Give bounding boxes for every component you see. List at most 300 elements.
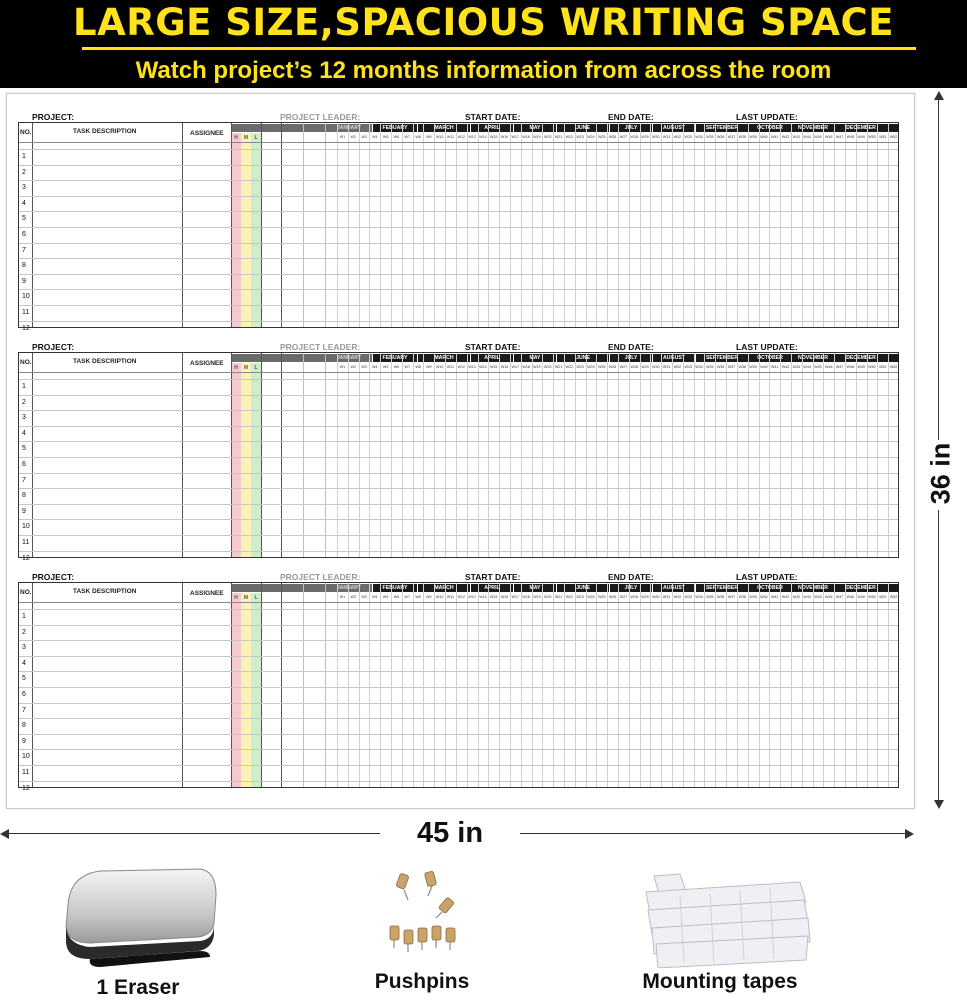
week-divider: [413, 123, 414, 327]
week-label: W30: [652, 135, 660, 139]
week-divider: [434, 583, 435, 787]
week-label: W12: [457, 595, 465, 599]
week-divider: [564, 583, 565, 787]
column-divider: [32, 353, 33, 557]
week-divider: [672, 583, 673, 787]
eraser-icon: [60, 865, 220, 970]
label-last-update: LAST UPDATE:: [736, 342, 798, 352]
priority-high-column: [231, 363, 241, 557]
row-number: 6: [22, 691, 26, 698]
column-divider: [325, 583, 326, 787]
month-label: SEPTEMBER: [695, 354, 748, 362]
week-divider: [337, 123, 338, 327]
week-label: W16: [500, 365, 509, 369]
row-divider: [19, 687, 898, 688]
week-label: W10: [435, 595, 444, 599]
column-divider: [182, 353, 183, 557]
week-divider: [748, 123, 749, 327]
column-divider: [325, 353, 326, 557]
week-label: W7: [404, 135, 410, 139]
promo-banner: [0, 0, 967, 88]
week-label: W48: [846, 135, 855, 139]
week-label: W17: [511, 135, 520, 139]
week-label: W22: [565, 135, 574, 139]
week-label: W43: [792, 595, 801, 599]
week-label: W5: [382, 135, 389, 139]
week-label: W45: [814, 595, 822, 599]
month-label: NOVEMBER: [791, 584, 834, 592]
week-label: W21: [554, 135, 563, 139]
priority-label: H: [234, 135, 238, 141]
week-label: W16: [500, 595, 509, 599]
row-divider: [19, 243, 898, 244]
week-label: W8: [415, 135, 421, 139]
week-divider: [640, 583, 641, 787]
row-divider: [19, 609, 898, 610]
row-number: 8: [22, 722, 26, 730]
row-number: 10: [22, 523, 30, 531]
week-divider: [856, 583, 857, 787]
week-divider: [661, 583, 662, 787]
week-label: W29: [641, 135, 649, 139]
week-divider: [445, 353, 446, 557]
week-label: W46: [825, 135, 833, 139]
week-label: W2: [350, 595, 356, 599]
week-divider: [564, 353, 565, 557]
row-number: 5: [22, 445, 26, 453]
week-divider: [791, 583, 792, 787]
week-label: W47: [835, 135, 844, 139]
week-divider: [434, 353, 435, 557]
week-label: W4: [372, 135, 378, 139]
week-label: W1: [339, 365, 346, 369]
month-label: FEBUARY: [372, 584, 417, 592]
week-divider: [596, 123, 597, 327]
month-label: DECEMBER: [834, 354, 887, 362]
week-divider: [564, 123, 565, 327]
week-label: W46: [825, 365, 833, 369]
row-divider: [19, 289, 898, 290]
week-label: W51: [879, 595, 887, 599]
week-label: W46: [825, 595, 833, 599]
week-label: W31: [662, 595, 671, 599]
week-divider: [715, 583, 716, 787]
week-label: W39: [749, 595, 757, 599]
week-divider: [683, 123, 684, 327]
week-divider: [478, 123, 479, 327]
week-label: W19: [533, 365, 541, 369]
week-label: W23: [576, 365, 584, 369]
week-divider: [575, 123, 576, 327]
week-divider: [845, 583, 846, 787]
week-divider: [596, 353, 597, 557]
label-start-date: START DATE:: [465, 572, 521, 582]
week-label: W33: [684, 365, 692, 369]
week-divider: [510, 123, 511, 327]
label-project-leader: PROJECT LEADER:: [280, 112, 361, 122]
project-panel: [18, 572, 900, 792]
week-label: W41: [771, 595, 779, 599]
row-number: 6: [22, 231, 26, 238]
row-divider: [19, 180, 898, 181]
month-label: DECEMBER: [834, 124, 887, 132]
header-no: NO.: [20, 589, 32, 596]
week-label: W30: [652, 595, 660, 599]
week-divider: [629, 583, 630, 787]
week-divider: [445, 123, 446, 327]
row-number: 9: [22, 507, 26, 515]
week-label: W15: [490, 595, 498, 599]
month-label: JULY: [609, 124, 652, 132]
week-label: W28: [630, 135, 638, 139]
project-panel: [18, 342, 900, 562]
week-label: W10: [435, 135, 444, 139]
week-divider: [391, 353, 392, 557]
row-number: 1: [22, 153, 26, 160]
week-divider: [607, 583, 608, 787]
row-divider: [19, 441, 898, 442]
week-divider: [369, 123, 370, 327]
week-label: W17: [511, 365, 520, 369]
row-number: 11: [22, 539, 30, 546]
week-label: W49: [857, 595, 865, 599]
week-divider: [650, 123, 651, 327]
banner-subtitle: Watch project’s 12 months information from across the room: [135, 57, 832, 84]
row-number: 1: [22, 613, 26, 620]
week-divider: [423, 353, 424, 557]
header-assignee: ASSIGNEE: [190, 130, 224, 137]
header-no: NO.: [20, 129, 32, 136]
week-label: W37: [727, 595, 736, 599]
week-label: W6: [393, 365, 400, 369]
week-label: W51: [879, 365, 887, 369]
week-divider: [402, 583, 403, 787]
week-divider: [456, 583, 457, 787]
week-divider: [348, 353, 349, 557]
week-label: W23: [576, 595, 584, 599]
header-january: JANUARY: [337, 585, 361, 591]
row-divider: [19, 165, 898, 166]
arrow-left-icon: [0, 829, 9, 839]
week-divider: [694, 123, 695, 327]
week-divider: [413, 353, 414, 557]
label-start-date: START DATE:: [465, 112, 521, 122]
week-divider: [456, 123, 457, 327]
month-label: FEBUARY: [372, 354, 417, 362]
week-label: W3: [361, 365, 367, 369]
week-divider: [726, 123, 727, 327]
week-divider: [683, 583, 684, 787]
week-divider: [488, 123, 489, 327]
week-label: W15: [490, 135, 498, 139]
month-label: JUNE: [556, 124, 609, 132]
week-label: W38: [738, 595, 746, 599]
week-label: W38: [738, 365, 746, 369]
week-divider: [380, 353, 381, 557]
arrow-up-icon: [934, 91, 944, 100]
week-label: W36: [716, 135, 725, 139]
row-divider: [19, 410, 898, 411]
priority-medium-column: [241, 133, 251, 327]
week-label: W31: [662, 365, 671, 369]
week-label: W52: [889, 595, 898, 599]
week-label: W33: [684, 135, 692, 139]
week-label: W49: [857, 365, 865, 369]
month-label: NOVEMBER: [791, 124, 834, 132]
priority-low-column: [251, 593, 261, 787]
week-divider: [618, 583, 619, 787]
week-label: W14: [479, 595, 487, 599]
priority-high-column: [231, 133, 241, 327]
week-divider: [845, 353, 846, 557]
week-label: W41: [771, 135, 779, 139]
week-divider: [423, 123, 424, 327]
row-number: 4: [22, 199, 26, 207]
priority-low-column: [251, 133, 261, 327]
week-label: W42: [781, 365, 790, 369]
row-divider: [19, 196, 898, 197]
gantt-grid: [18, 352, 899, 562]
week-divider: [607, 123, 608, 327]
priority-label: M: [243, 595, 249, 601]
column-divider: [231, 583, 232, 787]
week-divider: [413, 583, 414, 787]
week-divider: [867, 583, 868, 787]
row-number: 2: [22, 168, 26, 176]
week-label: W5: [382, 365, 389, 369]
week-label: W52: [889, 135, 898, 139]
week-divider: [596, 583, 597, 787]
month-label: APRIL: [470, 584, 513, 592]
priority-medium-column: [241, 363, 251, 557]
week-label: W13: [468, 595, 476, 599]
week-label: W48: [846, 365, 855, 369]
row-divider: [19, 781, 898, 782]
week-label: W23: [576, 135, 584, 139]
week-label: W14: [479, 135, 487, 139]
week-divider: [845, 123, 846, 327]
row-divider: [19, 426, 898, 427]
week-label: W50: [868, 595, 876, 599]
week-label: W12: [457, 365, 465, 369]
month-label: AUGUST: [652, 124, 695, 132]
mounting-tapes-icon: [640, 872, 820, 968]
month-header-bar: [372, 584, 899, 592]
week-divider: [402, 353, 403, 557]
month-label: NOVEMBER: [791, 354, 834, 362]
week-divider: [694, 353, 695, 557]
priority-label: M: [243, 365, 249, 371]
month-label: OCTOBER: [748, 124, 791, 132]
week-divider: [499, 583, 500, 787]
column-divider: [303, 583, 304, 787]
week-divider: [704, 583, 705, 787]
week-divider: [456, 353, 457, 557]
week-divider: [856, 123, 857, 327]
week-divider: [748, 353, 749, 557]
week-label: W5: [382, 595, 389, 599]
week-label: W14: [479, 365, 487, 369]
gantt-grid: [18, 582, 899, 792]
week-divider: [661, 353, 662, 557]
project-panel: [18, 112, 900, 332]
week-divider: [521, 353, 522, 557]
label-end-date: END DATE:: [608, 572, 654, 582]
week-divider: [802, 123, 803, 327]
week-label: W37: [727, 365, 736, 369]
row-divider: [19, 274, 898, 275]
week-divider: [737, 583, 738, 787]
week-divider: [834, 583, 835, 787]
column-divider: [281, 583, 282, 787]
week-label: W2: [350, 365, 356, 369]
week-label: W13: [468, 365, 476, 369]
week-label: W20: [544, 595, 552, 599]
priority-medium-column: [241, 593, 251, 787]
height-value: 36 in: [925, 442, 956, 505]
week-divider: [618, 123, 619, 327]
whiteboard-planner: [6, 93, 915, 809]
label-project: PROJECT:: [32, 572, 75, 582]
week-label: W25: [598, 365, 606, 369]
header-january: JANUARY: [337, 125, 361, 131]
row-number: 9: [22, 277, 26, 285]
week-label: W7: [404, 365, 410, 369]
priority-high-column: [231, 593, 241, 787]
week-label: W3: [361, 135, 367, 139]
week-divider: [348, 123, 349, 327]
week-divider: [359, 583, 360, 787]
week-label: W39: [749, 135, 757, 139]
week-divider: [867, 123, 868, 327]
week-divider: [672, 353, 673, 557]
week-label: W27: [619, 135, 628, 139]
header-divider: [19, 142, 898, 143]
week-label: W18: [522, 135, 530, 139]
priority-label: L: [254, 135, 258, 141]
week-divider: [780, 583, 781, 787]
label-end-date: END DATE:: [608, 342, 654, 352]
week-label: W2: [350, 135, 356, 139]
week-label: W32: [673, 595, 682, 599]
row-divider: [19, 473, 898, 474]
column-divider: [261, 353, 262, 557]
row-number: 10: [22, 753, 30, 761]
week-label: W21: [554, 595, 563, 599]
week-divider: [640, 353, 641, 557]
week-label: W9: [426, 135, 432, 139]
column-divider: [281, 123, 282, 327]
week-divider: [499, 123, 500, 327]
month-label: SEPTEMBER: [695, 584, 748, 592]
week-divider: [877, 583, 878, 787]
row-number: 8: [22, 492, 26, 500]
row-divider: [19, 640, 898, 641]
label-project-leader: PROJECT LEADER:: [280, 342, 361, 352]
week-label: W21: [554, 365, 563, 369]
week-divider: [888, 353, 889, 557]
week-divider: [888, 123, 889, 327]
week-divider: [337, 583, 338, 787]
week-label: W13: [468, 135, 476, 139]
week-divider: [380, 583, 381, 787]
row-number: 12: [22, 324, 30, 332]
month-label: SEPTEMBER: [695, 124, 748, 132]
week-label: W25: [598, 135, 606, 139]
week-label: W36: [716, 365, 725, 369]
column-divider: [261, 583, 262, 787]
header-task-description: TASK DESCRIPTION: [73, 358, 137, 365]
week-divider: [877, 353, 878, 557]
month-label: JULY: [609, 354, 652, 362]
week-label: W4: [372, 595, 378, 599]
week-label: W3: [361, 595, 367, 599]
week-label: W22: [565, 365, 574, 369]
week-divider: [813, 123, 814, 327]
week-label: W32: [673, 135, 682, 139]
week-label: W44: [803, 135, 811, 139]
week-label: W26: [608, 365, 617, 369]
row-divider: [19, 395, 898, 396]
week-label: W26: [608, 135, 617, 139]
label-end-date: END DATE:: [608, 112, 654, 122]
week-divider: [759, 353, 760, 557]
header-task-description: TASK DESCRIPTION: [73, 128, 137, 135]
row-divider: [19, 703, 898, 704]
banner-divider: [82, 47, 916, 50]
row-divider: [19, 656, 898, 657]
row-divider: [19, 457, 898, 458]
week-label: W45: [814, 365, 822, 369]
column-divider: [231, 353, 232, 557]
week-divider: [888, 583, 889, 787]
week-divider: [640, 123, 641, 327]
week-label: W36: [716, 595, 725, 599]
month-label: OCTOBER: [748, 584, 791, 592]
week-divider: [759, 123, 760, 327]
row-number: 5: [22, 675, 26, 683]
week-label: W1: [339, 135, 346, 139]
week-divider: [704, 123, 705, 327]
week-divider: [467, 583, 468, 787]
week-divider: [769, 353, 770, 557]
week-label: W44: [803, 365, 811, 369]
week-divider: [586, 353, 587, 557]
week-label: W52: [889, 365, 898, 369]
week-divider: [359, 123, 360, 327]
row-number: 12: [22, 554, 30, 562]
week-label: W20: [544, 135, 552, 139]
week-divider: [586, 583, 587, 787]
month-label: APRIL: [470, 354, 513, 362]
label-start-date: START DATE:: [465, 342, 521, 352]
pushpins-icon: [382, 868, 482, 960]
label-last-update: LAST UPDATE:: [736, 572, 798, 582]
month-label: JULY: [609, 584, 652, 592]
week-label: W42: [781, 595, 790, 599]
row-number: 3: [22, 644, 26, 652]
month-label: MARCH: [417, 354, 470, 362]
week-divider: [499, 353, 500, 557]
week-label: W33: [684, 595, 692, 599]
month-label: MAY: [513, 124, 556, 132]
eraser-label: 1 Eraser: [96, 976, 180, 999]
week-divider: [510, 583, 511, 787]
column-divider: [281, 353, 282, 557]
column-divider: [303, 353, 304, 557]
week-divider: [650, 583, 651, 787]
week-label: W28: [630, 595, 638, 599]
